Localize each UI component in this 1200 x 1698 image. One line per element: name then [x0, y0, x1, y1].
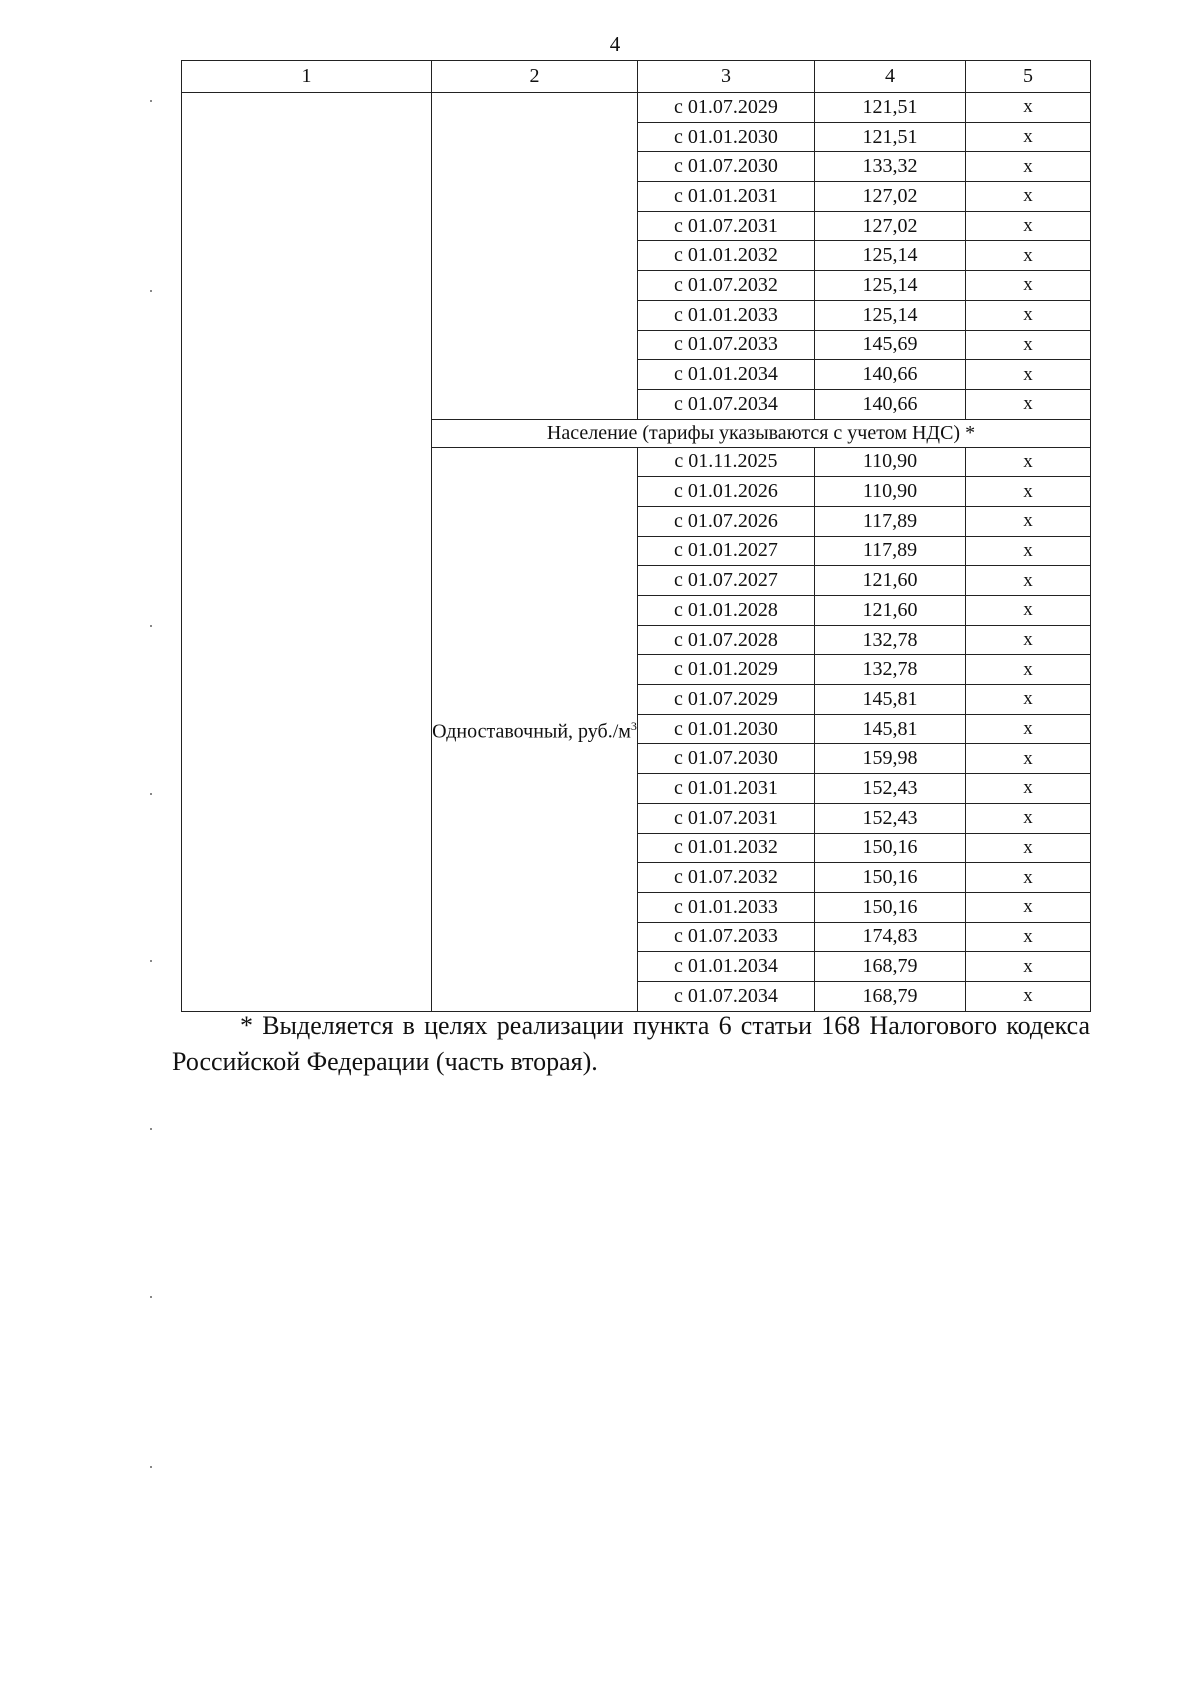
column-5-mark: х — [966, 211, 1091, 241]
column-5-mark: х — [966, 566, 1091, 596]
column-5-mark: х — [966, 655, 1091, 685]
effective-date: с 01.01.2030 — [638, 714, 815, 744]
column-5-mark: х — [966, 892, 1091, 922]
tariff-value: 140,66 — [815, 389, 966, 419]
effective-date: с 01.07.2032 — [638, 271, 815, 301]
effective-date: с 01.07.2031 — [638, 803, 815, 833]
effective-date: с 01.01.2033 — [638, 300, 815, 330]
footnote-text: * Выделяется в целях реализации пункта 6 статьи 168 Налогового кодекса Российской Федерации (часть вторая). — [172, 1011, 1090, 1076]
column-5-mark: х — [966, 122, 1091, 152]
column-5-mark: х — [966, 833, 1091, 863]
column-header-5: 5 — [966, 61, 1091, 93]
effective-date: с 01.07.2026 — [638, 506, 815, 536]
tariff-value: 152,43 — [815, 803, 966, 833]
effective-date: с 01.07.2034 — [638, 389, 815, 419]
column-5-mark: х — [966, 389, 1091, 419]
tariff-value: 121,51 — [815, 93, 966, 123]
column-5-mark: х — [966, 981, 1091, 1011]
column-5-mark: х — [966, 447, 1091, 477]
tariff-value: 121,51 — [815, 122, 966, 152]
column-5-mark: х — [966, 922, 1091, 952]
column-5-mark: х — [966, 952, 1091, 982]
scan-mark — [150, 1296, 152, 1298]
column-5-mark: х — [966, 596, 1091, 626]
scan-mark — [150, 100, 152, 102]
tariff-value: 127,02 — [815, 182, 966, 212]
tariff-value: 125,14 — [815, 271, 966, 301]
tariff-value: 121,60 — [815, 596, 966, 626]
scan-mark — [150, 960, 152, 962]
effective-date: с 01.11.2025 — [638, 447, 815, 477]
column-5-mark: х — [966, 506, 1091, 536]
column-header-2: 2 — [432, 61, 638, 93]
tariff-value: 127,02 — [815, 211, 966, 241]
column-5-mark: х — [966, 152, 1091, 182]
tariff-value: 110,90 — [815, 447, 966, 477]
column-5-mark: х — [966, 300, 1091, 330]
effective-date: с 01.01.2034 — [638, 360, 815, 390]
column-header-1: 1 — [182, 61, 432, 93]
tariff-value: 150,16 — [815, 833, 966, 863]
effective-date: с 01.01.2032 — [638, 833, 815, 863]
effective-date: с 01.07.2030 — [638, 152, 815, 182]
effective-date: с 01.01.2026 — [638, 477, 815, 507]
effective-date: с 01.01.2027 — [638, 536, 815, 566]
effective-date: с 01.07.2029 — [638, 93, 815, 123]
tariff-value: 133,32 — [815, 152, 966, 182]
tariff-value: 117,89 — [815, 536, 966, 566]
effective-date: с 01.07.2032 — [638, 863, 815, 893]
column-1-cell — [182, 93, 432, 1012]
tariff-value: 168,79 — [815, 981, 966, 1011]
tariff-table — [181, 60, 1091, 1012]
tariff-value: 125,14 — [815, 241, 966, 271]
column-header-4: 4 — [815, 61, 966, 93]
scan-mark — [150, 1466, 152, 1468]
footnote — [172, 1008, 1090, 1080]
effective-date: с 01.01.2031 — [638, 774, 815, 804]
column-5-mark: х — [966, 774, 1091, 804]
column-5-mark: х — [966, 714, 1091, 744]
table-row — [182, 93, 1091, 123]
column-header-3: 3 — [638, 61, 815, 93]
effective-date: с 01.07.2027 — [638, 566, 815, 596]
column-5-mark: х — [966, 625, 1091, 655]
tariff-type-label: Одноставочный, руб./м — [432, 720, 631, 743]
column-5-mark: х — [966, 330, 1091, 360]
unit-superscript: 3 — [630, 719, 637, 734]
tariff-type-cell — [432, 447, 638, 1011]
column-5-mark: х — [966, 685, 1091, 715]
tariff-value: 159,98 — [815, 744, 966, 774]
tariff-value: 150,16 — [815, 863, 966, 893]
scan-mark — [150, 793, 152, 795]
tariff-value: 145,81 — [815, 714, 966, 744]
tariff-value: 140,66 — [815, 360, 966, 390]
column-5-mark: х — [966, 360, 1091, 390]
tariff-value: 117,89 — [815, 506, 966, 536]
column-5-mark: х — [966, 241, 1091, 271]
column-5-mark: х — [966, 182, 1091, 212]
effective-date: с 01.07.2031 — [638, 211, 815, 241]
tariff-value: 150,16 — [815, 892, 966, 922]
column-5-mark: х — [966, 744, 1091, 774]
column-5-mark: х — [966, 803, 1091, 833]
column-5-mark: х — [966, 536, 1091, 566]
table-header-row — [182, 61, 1091, 93]
tariff-value: 121,60 — [815, 566, 966, 596]
tariff-value: 145,81 — [815, 685, 966, 715]
effective-date: с 01.07.2033 — [638, 922, 815, 952]
population-group-label: Население (тарифы указываются с учетом НДС) * — [432, 419, 1091, 447]
effective-date: с 01.01.2034 — [638, 952, 815, 982]
effective-date: с 01.07.2034 — [638, 981, 815, 1011]
tariff-value: 168,79 — [815, 952, 966, 982]
effective-date: с 01.01.2033 — [638, 892, 815, 922]
scan-mark — [150, 290, 152, 292]
tariff-value: 132,78 — [815, 655, 966, 685]
effective-date: с 01.01.2030 — [638, 122, 815, 152]
scan-mark — [150, 625, 152, 627]
effective-date: с 01.01.2029 — [638, 655, 815, 685]
tariff-value: 110,90 — [815, 477, 966, 507]
effective-date: с 01.01.2031 — [638, 182, 815, 212]
tariff-value: 174,83 — [815, 922, 966, 952]
effective-date: с 01.07.2033 — [638, 330, 815, 360]
tariff-value: 125,14 — [815, 300, 966, 330]
column-2-cell — [432, 93, 638, 420]
effective-date: с 01.07.2029 — [638, 685, 815, 715]
tariff-value: 152,43 — [815, 774, 966, 804]
column-5-mark: х — [966, 863, 1091, 893]
column-5-mark: х — [966, 477, 1091, 507]
effective-date: с 01.07.2028 — [638, 625, 815, 655]
tariff-value: 145,69 — [815, 330, 966, 360]
page-number: 4 — [609, 32, 621, 56]
tariff-value: 132,78 — [815, 625, 966, 655]
column-5-mark: х — [966, 271, 1091, 301]
scan-mark — [150, 1128, 152, 1130]
column-5-mark: х — [966, 93, 1091, 123]
effective-date: с 01.01.2028 — [638, 596, 815, 626]
effective-date: с 01.01.2032 — [638, 241, 815, 271]
effective-date: с 01.07.2030 — [638, 744, 815, 774]
